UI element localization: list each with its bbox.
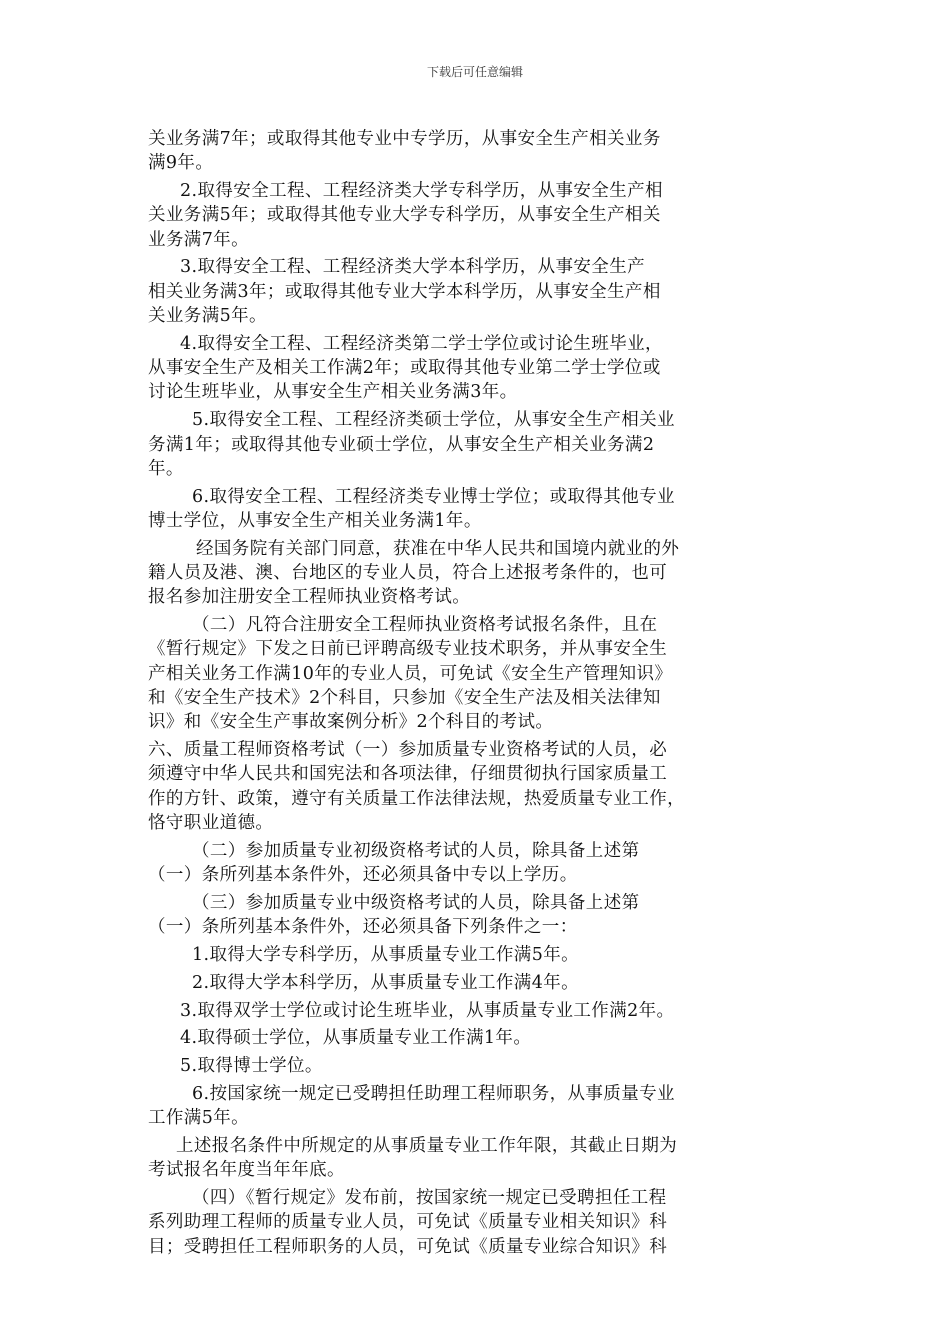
text-line: 业务满7年。 <box>148 229 250 250</box>
text-line: 博士学位，从事安全生产相关业务满1年。 <box>148 510 482 531</box>
text-line: 3.取得双学士学位或讨论生班毕业，从事质量专业工作满2年。 <box>180 1000 675 1021</box>
text-line: （二）凡符合注册安全工程师执业资格考试报名条件，且在 <box>192 615 658 636</box>
text-line: 务满1年；或取得其他专业硕士学位，从事安全生产相关业务满2 <box>148 434 655 455</box>
document-body <box>148 127 808 1259</box>
text-line: 4.取得硕士学位，从事质量专业工作满1年。 <box>180 1028 532 1049</box>
text-line: 关业务满7年；或取得其他专业中专学历，从事安全生产相关业务 <box>148 129 661 149</box>
text-line: 从事安全生产及相关工作满2年；或取得其他专业第二学士学位或 <box>148 358 661 379</box>
text-line: 工作满5年。 <box>148 1108 250 1129</box>
text-line: 满9年。 <box>148 153 214 174</box>
text-line: 3.取得安全工程、工程经济类大学本科学历，从事安全生产 <box>180 257 645 278</box>
text-line: 6.取得安全工程、工程经济类专业博士学位；或取得其他专业 <box>192 486 675 507</box>
text-line: 作的方针、政策，遵守有关质量工作法律法规，热爱质量专业工作， <box>148 788 685 809</box>
page-header: 下载后可任意编辑 <box>426 65 523 79</box>
text-line: （一）条所列基本条件外，还必须具备下列条件之一： <box>148 917 578 938</box>
text-line: 1.取得大学专科学历，从事质量专业工作满5年。 <box>192 945 580 965</box>
text-line: 4.取得安全工程、工程经济类第二学士学位或讨论生班毕业， <box>180 333 663 354</box>
text-line: （一）条所列基本条件外，还必须具备中专以上学历。 <box>148 865 578 886</box>
text-line: 考试报名年度当年年底。 <box>148 1160 345 1181</box>
text-line: 上述报名条件中所规定的从事质量专业工作年限，其截止日期为 <box>176 1136 678 1157</box>
text-line: 和《安全生产技术》2个科目，只参加《安全生产法及相关法律知 <box>148 688 661 709</box>
text-line: （二）参加质量专业初级资格考试的人员，除具备上述第 <box>192 840 640 861</box>
text-line: 2.取得大学本科学历，从事质量专业工作满4年。 <box>192 972 580 993</box>
text-line: 2.取得安全工程、工程经济类大学专科学历，从事安全生产相 <box>180 181 663 202</box>
text-line: 关业务满5年。 <box>148 306 267 327</box>
text-line: 讨论生班毕业，从事安全生产相关业务满3年。 <box>148 382 518 403</box>
text-line: （三）参加质量专业中级资格考试的人员，除具备上述第 <box>192 892 640 913</box>
text-line: 报名参加注册安全工程师执业资格考试。 <box>148 587 471 608</box>
text-line: 经国务院有关部门同意，获准在中华人民共和国境内就业的外 <box>196 538 680 559</box>
text-line: 六、质量工程师资格考试（一）参加质量专业资格考试的人员，必 <box>148 740 668 761</box>
text-line: 年。 <box>148 458 184 479</box>
text-line: 目；受聘担任工程师职务的人员，可免试《质量专业综合知识》科 <box>148 1236 668 1257</box>
text-line: 恪守职业道德。 <box>148 813 274 834</box>
text-line: 5.取得安全工程、工程经济类硕士学位，从事安全生产相关业 <box>192 410 675 431</box>
text-line: （四）《暂行规定》发布前，按国家统一规定已受聘担任工程 <box>192 1188 667 1209</box>
text-line: 《暂行规定》下发之日前已评聘高级专业技术职务，并从事安全生 <box>148 639 668 660</box>
text-line: 产相关业务工作满10年的专业人员，可免试《安全生产管理知识》 <box>148 663 673 684</box>
text-line: 5.取得博士学位。 <box>180 1056 323 1077</box>
text-line: 须遵守中华人民共和国宪法和各项法律，仔细贯彻执行国家质量工 <box>148 764 668 785</box>
text-line: 识》和《安全生产事故案例分析》2个科目的考试。 <box>148 712 554 733</box>
text-line: 关业务满5年；或取得其他专业大学专科学历，从事安全生产相关 <box>148 205 661 226</box>
text-line: 系列助理工程师的质量专业人员，可免试《质量专业相关知识》科 <box>148 1212 668 1233</box>
text-line: 籍人员及港、澳、台地区的专业人员，符合上述报考条件的，也可 <box>148 563 668 584</box>
text-line: 相关业务满3年；或取得其他专业大学本科学历，从事安全生产相 <box>148 281 661 302</box>
text-line: 6.按国家统一规定已受聘担任助理工程师职务，从事质量专业 <box>192 1083 675 1104</box>
